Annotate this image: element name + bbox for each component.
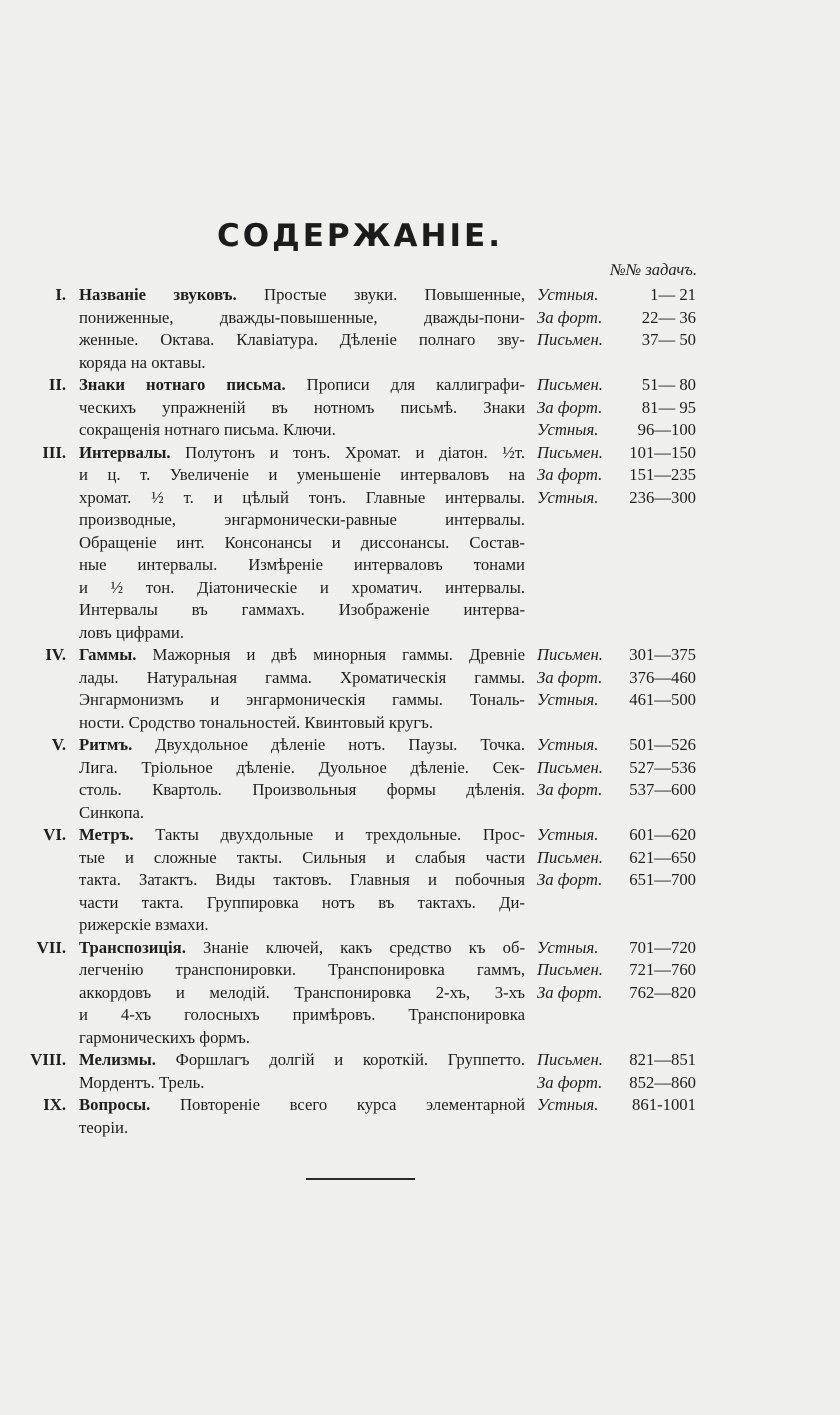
task-range: 621—650	[629, 847, 696, 867]
section-heading: Названіе звуковъ.	[79, 285, 237, 304]
section-text-line: такта. Затактъ. Виды тактовъ. Главныя и побочныя	[79, 870, 525, 889]
section-text-line: ности. Сродство тональностей. Квинтовый кругъ.	[79, 712, 434, 732]
section-text-line: Ритмъ. Двухдольное дѣленіе нотъ. Паузы. Точка.	[79, 735, 525, 754]
section-text-line: ловъ цифрами.	[79, 622, 185, 642]
task-range: 1— 21	[650, 285, 696, 304]
section-text-line: хромат. ½ т. и цѣлый тонъ. Главные интервалы.	[79, 487, 525, 507]
task-type: Устныя.	[537, 487, 599, 507]
section-text-line: и 4-хъ голосныхъ примѣровъ. Транспонировка	[79, 1005, 525, 1024]
task-range: 852—860	[629, 1072, 696, 1092]
task-numbers-header: №№ задачъ.	[610, 260, 697, 279]
section-text-line: ческихъ упражненій въ нотномъ письмѣ. Знаки	[79, 397, 525, 417]
section-number: VI.	[43, 825, 66, 844]
section-text-line: Транспозиція. Знаніе ключей, какъ средство къ об-	[79, 937, 525, 957]
task-range: 101—150	[629, 442, 696, 462]
section-text-line: сокращенія нотнаго письма. Ключи.	[79, 420, 336, 439]
section-text-line: теоріи.	[79, 1117, 129, 1137]
task-range: 81— 95	[641, 397, 696, 417]
task-type: За форт.	[537, 870, 603, 889]
section-heading: Транспозиція.	[79, 937, 186, 957]
section-text-line: Интервалы въ гаммахъ. Изображеніе интерва-	[79, 600, 525, 619]
section-text-line: пониженные, дважды-повышенные, дважды-пони-	[79, 307, 525, 327]
task-type: Письмен.	[537, 960, 603, 979]
section-number: II.	[48, 375, 66, 394]
task-range: 22— 36	[641, 307, 696, 327]
section-heading: Знаки нотнаго письма.	[79, 375, 286, 394]
task-range: 376—460	[629, 667, 696, 687]
section-text-line: Обращеніе инт. Консонансы и диссонансы. Состав-	[79, 532, 525, 552]
task-type: Устныя.	[537, 690, 599, 709]
task-range: 701—720	[629, 937, 696, 957]
task-range: 527—536	[629, 757, 696, 777]
page-title: СОДЕРЖАНІЕ.	[217, 218, 503, 254]
task-type: Письмен.	[537, 757, 603, 777]
section-text-line: ные интервалы. Измѣреніе интерваловъ тонами	[79, 555, 525, 574]
task-type: Устныя.	[537, 420, 599, 439]
task-type: За форт.	[537, 397, 603, 417]
section-text-line: женные. Октава. Клавіатура. Дѣленіе полнаго зву-	[79, 330, 525, 349]
task-type: Устныя.	[537, 1095, 599, 1114]
section-text-line: Интервалы. Полутонъ и тонъ. Хромат. и діатон. ½т.	[79, 442, 525, 462]
task-range: 762—820	[629, 982, 696, 1002]
closing-rule	[306, 1178, 415, 1180]
task-range: 651—700	[629, 870, 696, 889]
task-range: 96—100	[637, 420, 696, 439]
task-type: Устныя.	[537, 735, 599, 754]
section-text-line: легченію транспонировки. Транспонировка гаммъ,	[79, 960, 525, 979]
section-number: III.	[42, 442, 66, 462]
task-type: Письмен.	[537, 442, 603, 462]
section-text-line: Энгармонизмъ и энгармоническія гаммы. Тональ-	[79, 690, 525, 709]
section-text-line: Знаки нотнаго письма. Прописи для каллиграфи-	[79, 375, 525, 394]
section-text-line: Мелизмы. Форшлагъ долгій и короткій. Группетто.	[79, 1050, 525, 1069]
section-text-line: коряда на октавы.	[79, 352, 206, 372]
task-range: 721—760	[629, 960, 696, 979]
task-range: 821—851	[629, 1050, 696, 1069]
task-type: Письмен.	[537, 330, 603, 349]
section-text-line: Вопросы. Повтореніе всего курса элементарной	[79, 1095, 525, 1114]
section-text-line: лады. Натуральная гамма. Хроматическія гаммы.	[79, 667, 525, 687]
section-text-line: Метръ. Такты двухдольные и трехдольные. Прос-	[79, 825, 525, 844]
section-text-line: Синкопа.	[79, 802, 145, 822]
section-text-line: части такта. Группировка нотъ въ тактахъ. Ди-	[79, 892, 525, 912]
task-type: Письмен.	[537, 847, 603, 867]
section-number: IX.	[43, 1095, 66, 1114]
task-range: 151—235	[629, 465, 696, 484]
task-range: 236—300	[629, 487, 696, 507]
task-range: 51— 80	[641, 375, 696, 394]
task-type: Устныя.	[537, 285, 599, 304]
task-type: За форт.	[537, 667, 603, 687]
section-heading: Вопросы.	[79, 1095, 151, 1114]
task-type: Письмен.	[537, 375, 603, 394]
section-number: IV.	[45, 645, 66, 664]
section-heading: Гаммы.	[79, 645, 137, 664]
task-range: 537—600	[629, 780, 696, 799]
section-text-line: рижерскіе взмахи.	[79, 915, 209, 934]
task-type: Устныя.	[537, 937, 599, 957]
section-number: I.	[55, 285, 66, 304]
task-range: 301—375	[629, 645, 696, 664]
section-text-line: Лига. Тріольное дѣленіе. Дуольное дѣленіе. Сек-	[79, 757, 525, 777]
section-number: VII.	[36, 937, 66, 957]
section-number: VIII.	[30, 1050, 66, 1069]
section-text-line: Мордентъ. Трель.	[79, 1072, 205, 1092]
task-type: За форт.	[537, 465, 603, 484]
task-type: За форт.	[537, 307, 603, 327]
task-type: Письмен.	[537, 1050, 603, 1069]
task-type: За форт.	[537, 1072, 603, 1092]
section-number: V.	[51, 735, 66, 754]
task-range: 461—500	[629, 690, 696, 709]
section-text-line: Названіе звуковъ. Простые звуки. Повышенные,	[79, 285, 525, 304]
task-type: За форт.	[537, 982, 603, 1002]
section-text-line: и ½ тон. Діатоническіе и хроматич. интервалы.	[79, 577, 525, 597]
section-text-line: Гаммы. Мажорныя и двѣ минорныя гаммы. Древніе	[79, 645, 525, 664]
section-text-line: аккордовъ и мелодій. Транспонировка 2-хъ, 3-хъ	[79, 982, 525, 1002]
section-text-line: производные, энгармонически-равные интервалы.	[79, 510, 525, 529]
section-heading: Интервалы.	[79, 442, 171, 462]
section-heading: Мелизмы.	[79, 1050, 156, 1069]
task-range: 861-1001	[632, 1095, 696, 1114]
task-type: За форт.	[537, 780, 603, 799]
task-range: 501—526	[629, 735, 696, 754]
section-text-line: гармоническихъ формъ.	[79, 1027, 250, 1047]
section-text-line: тые и сложные такты. Сильныя и слабыя части	[79, 847, 525, 867]
task-range: 601—620	[629, 825, 696, 844]
section-heading: Ритмъ.	[79, 735, 133, 754]
section-text-line: столь. Квартоль. Произвольныя формы дѣленія.	[79, 780, 525, 799]
section-text-line: и ц. т. Увеличеніе и уменьшеніе интерваловъ на	[79, 465, 525, 484]
section-heading: Метръ.	[79, 825, 134, 844]
task-type: Письмен.	[537, 645, 603, 664]
task-type: Устныя.	[537, 825, 599, 844]
task-range: 37— 50	[641, 330, 696, 349]
